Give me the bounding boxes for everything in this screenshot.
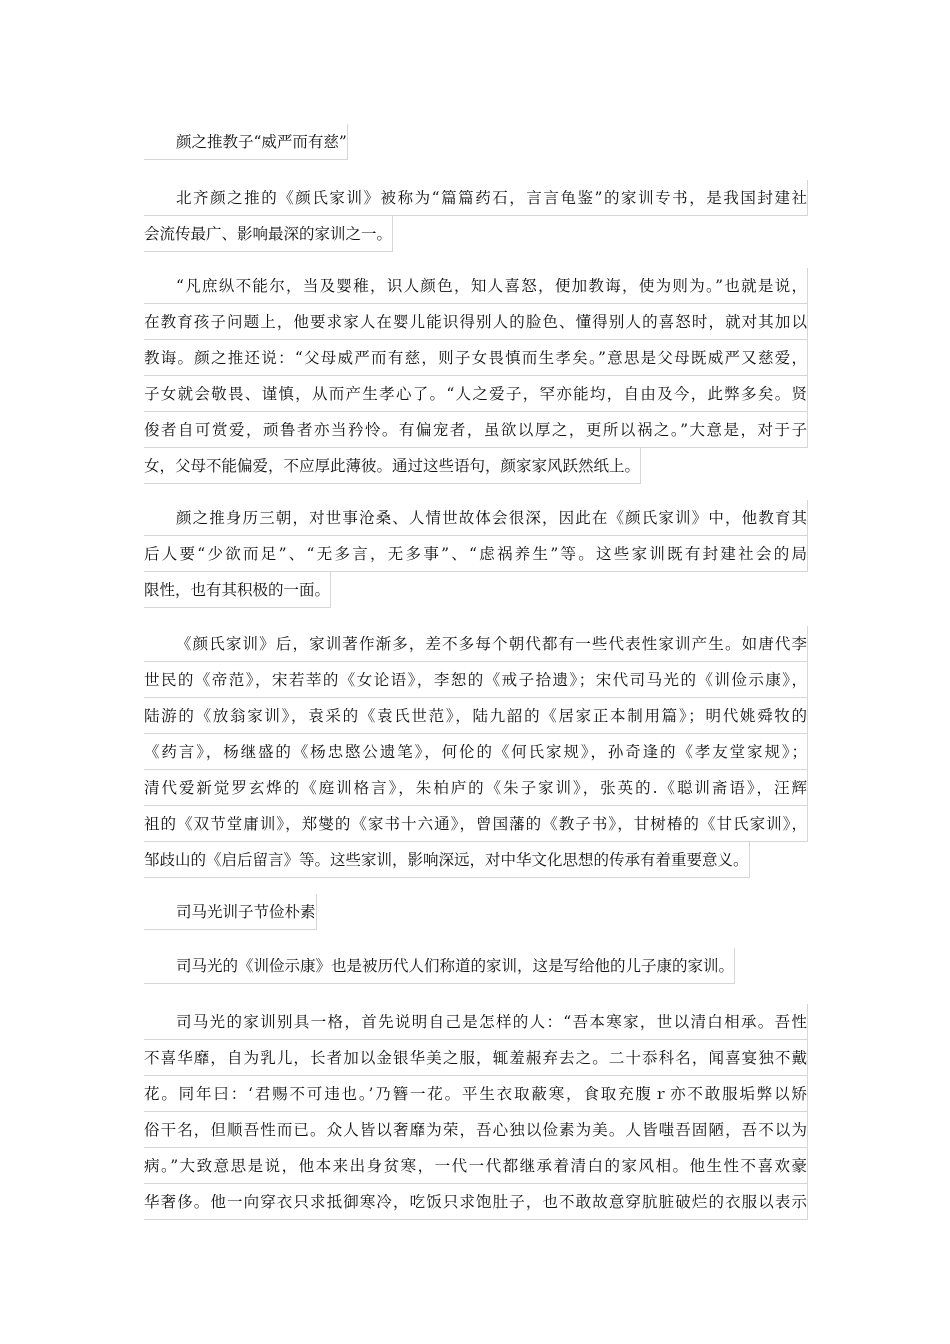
text-line: 病。”大致意思是说，他本来出身贫寒，一代一代都继承着清白的家风相。他生性不喜欢豪 — [144, 1148, 808, 1184]
text-line: 花。同年曰：‘君赐不可违也。’乃簪一花。平生衣取蔽寒，食取充腹ｒ亦不敢服垢弊以矫 — [144, 1076, 808, 1112]
text-line: 清代爱新觉罗玄烨的《庭训格言》，朱柏庐的《朱子家训》，张英的.《聪训斋语》，汪辉 — [144, 770, 808, 806]
section-title-yan — [144, 124, 808, 164]
paragraph — [144, 500, 808, 612]
text-line: 邹歧山的《启后留言》等。这些家训，影响深远，对中华文化思想的传承有着重要意义。 — [144, 842, 750, 878]
text-line: 会流传最广、影响最深的家训之一。 — [144, 216, 393, 252]
text-line: 华奢侈。他一向穿衣只求抵御寒冷，吃饭只求饱肚子，也不敢故意穿肮脏破烂的衣服以表示 — [144, 1184, 808, 1220]
paragraph — [144, 268, 808, 488]
text-line: 《药言》，杨继盛的《杨忠愍公遗笔》，何伦的《何氏家规》，孙奇逢的《孝友堂家规》； — [144, 734, 808, 770]
text-line: 子女就会敬畏、谨慎，从而产生孝心了。“人之爱子，罕亦能均，自由及今，此弊多矣。贤 — [144, 376, 808, 412]
paragraph — [144, 626, 808, 882]
text-line: 不喜华靡，自为乳儿，长者加以金银华美之服，辄羞赧弃去之。二十忝科名，闻喜宴独不戴 — [144, 1040, 808, 1076]
text-line: 祖的《双节堂庸训》，郑燮的《家书十六通》，曾国藩的《教子书》，甘树椿的《甘氏家训》， — [144, 806, 808, 842]
text-line: 后人要“少欲而足”、“无多言，无多事”、“虑祸养生”等。这些家训既有封建社会的局 — [144, 536, 808, 572]
paragraph — [144, 948, 808, 988]
text-line: 教诲。颜之推还说：“父母威严而有慈，则子女畏慎而生孝矣。”意思是父母既威严又慈爱， — [144, 340, 808, 376]
text-line: 司马光的《训俭示康》也是被历代人们称道的家训，这是写给他的儿子康的家训。 — [144, 948, 735, 984]
text-line: “凡庶纵不能尔，当及婴稚，识人颜色，知人喜怒，便加教诲，使为则为。”也就是说， — [144, 268, 808, 304]
text-line: 女，父母不能偏爱，不应厚此薄彼。通过这些语句，颜家家风跃然纸上。 — [144, 448, 641, 484]
text-line: 世民的《帝范》，宋若莘的《女论语》，李恕的《戒子拾遗》；宋代司马光的《训俭示康》， — [144, 662, 808, 698]
title-line: 颜之推教子“威严而有慈” — [144, 124, 348, 160]
text-line: 《颜氏家训》后，家训著作渐多，差不多每个朝代都有一些代表性家训产生。如唐代李 — [144, 626, 808, 662]
title-line: 司马光训子节俭朴素 — [144, 894, 317, 930]
text-line: 俊者自可赏爱，顽鲁者亦当矜怜。有偏宠者，虽欲以厚之，更所以祸之。”大意是，对于子 — [144, 412, 808, 448]
text-line: 陆游的《放翁家训》，袁采的《袁氏世范》，陆九韶的《居家正本制用篇》；明代姚舜牧的 — [144, 698, 808, 734]
text-line: 北齐颜之推的《颜氏家训》被称为“篇篇药石，言言龟鉴”的家训专书，是我国封建社 — [144, 180, 808, 216]
text-line: 俗干名，但顺吾性而已。众人皆以奢靡为荣，吾心独以俭素为美。人皆嗤吾固陋，吾不以为 — [144, 1112, 808, 1148]
text-line: 司马光的家训别具一格，首先说明自己是怎样的人：“吾本寒家，世以清白相承。吾性 — [144, 1004, 808, 1040]
text-line: 在教育孩子问题上，他要求家人在婴儿能识得别人的脸色、懂得别人的喜怒时，就对其加以 — [144, 304, 808, 340]
paragraph — [144, 180, 808, 256]
text-line: 颜之推身历三朝，对世事沧桑、人情世故体会很深，因此在《颜氏家训》中，他教育其 — [144, 500, 808, 536]
text-line: 限性，也有其积极的一面。 — [144, 572, 331, 608]
section-title-sima — [144, 894, 808, 934]
paragraph — [144, 1004, 808, 1220]
